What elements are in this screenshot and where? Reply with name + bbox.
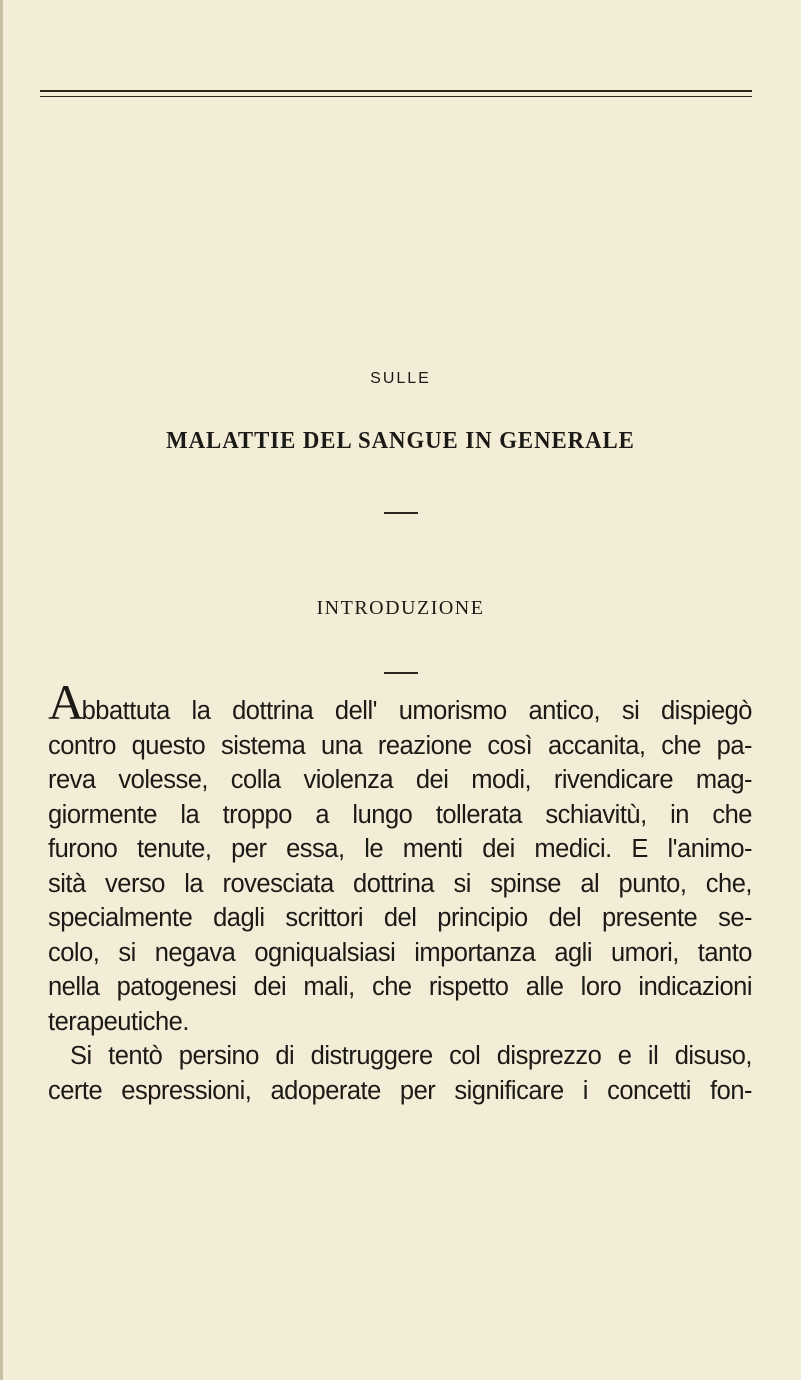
text-line: furono tenute, per essa, le menti dei medici. E l'animo- bbox=[48, 835, 752, 863]
body-text bbox=[48, 674, 752, 1108]
title-separator bbox=[384, 512, 418, 514]
drop-cap: A bbox=[48, 674, 84, 730]
text-line: Abbattuta la dottrina dell' umorismo antico, si dispiegò bbox=[48, 674, 752, 730]
top-rule-thick bbox=[40, 90, 752, 92]
text-line: specialmente dagli scrittori del principio del presente se- bbox=[48, 904, 752, 932]
text-line: certe espressioni, adoperate per significare i concetti fon- bbox=[48, 1076, 752, 1105]
text-line: giormente la troppo a lungo tollerata schiavitù, in che bbox=[48, 800, 752, 829]
text-line: terapeutiche. bbox=[48, 1007, 189, 1036]
pre-title: SULLE bbox=[370, 370, 431, 387]
page-title: MALATTIE DEL SANGUE IN GENERALE bbox=[166, 428, 635, 454]
text-line: reva volesse, colla violenza dei modi, rivendicare mag- bbox=[48, 766, 752, 794]
text-line: Si tentò persino di distruggere col disprezzo e il disuso, bbox=[70, 1042, 752, 1070]
text-line: nella patogenesi dei mali, che rispetto alle loro indicazioni bbox=[48, 973, 752, 1001]
text-line: colo, si negava ogniqualsiasi importanza agli umori, tanto bbox=[48, 938, 752, 967]
page-edge bbox=[0, 0, 3, 1380]
section-heading: INTRODUZIONE bbox=[316, 597, 485, 619]
text-line: contro questo sistema una reazione così accanita, che pa- bbox=[48, 731, 752, 760]
top-rule-thin bbox=[40, 96, 752, 97]
section-separator bbox=[384, 672, 418, 674]
text-line: sità verso la rovesciata dottrina si spinse al punto, che, bbox=[48, 869, 752, 898]
